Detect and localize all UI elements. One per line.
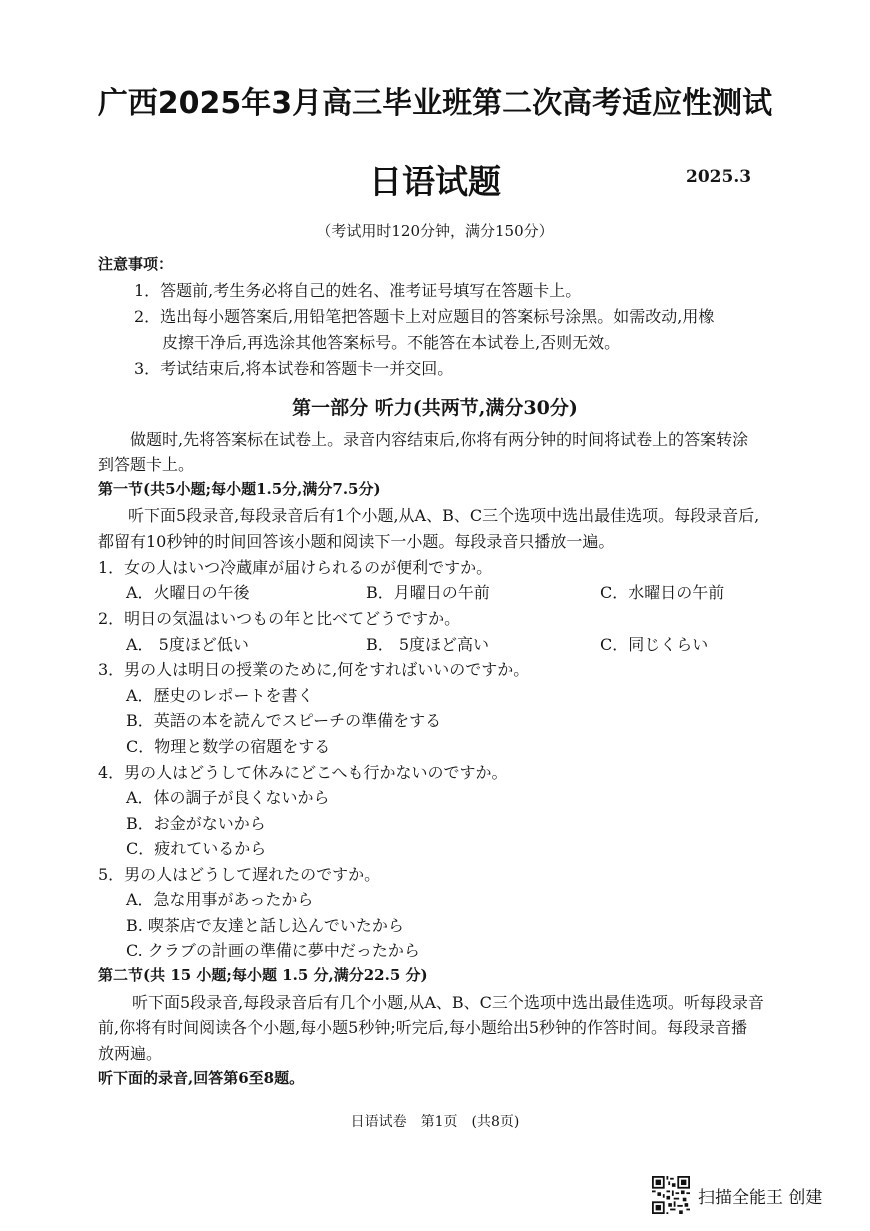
question-stem: 4．男の人はどうして休みにどこへも行かないのですか。 bbox=[98, 763, 508, 782]
answer-option: A．体の調子が良くないから bbox=[126, 788, 330, 807]
note-item: 3．考试结束后,将本试卷和答题卡一并交回。 bbox=[134, 359, 454, 378]
time-note: （考试用时120分钟，满分150分） bbox=[316, 222, 554, 240]
scanner-watermark bbox=[652, 1176, 822, 1214]
part-title: 第一部分 听力(共两节,满分30分) bbox=[292, 397, 578, 419]
notes-title: 注意事项： bbox=[98, 255, 174, 273]
answer-option: B. 喫茶店で友達と話し込んでいたから bbox=[126, 916, 404, 935]
note-item: 皮擦干净后,再选涂其他答案标号。不能答在本试卷上,否则无效。 bbox=[162, 333, 621, 352]
answer-option: C. クラブの計画の準備に夢中だったから bbox=[126, 941, 420, 960]
answer-option: C．物理と数学の宿題をする bbox=[126, 737, 331, 756]
note-item: 2．选出每小题答案后,用铅笔把答题卡上对应题目的答案标号涂黑。如需改动,用橡 bbox=[134, 307, 715, 326]
answer-option: A．急な用事があったから bbox=[126, 890, 314, 909]
answer-option: C．同じくらい bbox=[600, 635, 709, 654]
question-stem: 3．男の人は明日の授業のために,何をすればいいのですか。 bbox=[98, 660, 530, 679]
question-stem: 5．男の人はどうして遅れたのですか。 bbox=[98, 865, 381, 884]
subject-title: 日语试题 bbox=[369, 162, 501, 201]
section-instructions: 放两遍。 bbox=[98, 1044, 163, 1063]
section-instructions: 都留有10秒钟的时间回答该小题和阅读下一小题。每段录音只播放一遍。 bbox=[98, 532, 615, 551]
answer-option: A． 5度ほど低い bbox=[126, 635, 249, 654]
answer-option: B．月曜日の午前 bbox=[366, 583, 490, 602]
exam-date: 2025.3 bbox=[686, 167, 752, 187]
answer-option: A．歴史のレポートを書く bbox=[126, 686, 314, 705]
section-heading: 第一节(共5小题;每小题1.5分,满分7.5分) bbox=[98, 480, 381, 498]
answer-option: B． 5度ほど高い bbox=[366, 635, 490, 654]
section-instructions: 听下面5段录音,每段录音后有1个小题,从A、B、C三个选项中选出最佳选项。每段录音后, bbox=[128, 506, 760, 525]
answer-option: A．火曜日の午後 bbox=[126, 583, 250, 602]
answer-option: B．お金がないから bbox=[126, 814, 266, 833]
answer-option: C．水曜日の午前 bbox=[600, 583, 725, 602]
note-item: 1．答题前,考生务必将自己的姓名、准考证号填写在答题卡上。 bbox=[134, 281, 582, 300]
section-instructions: 前,你将有时间阅读各个小题,每小题5秒钟;听完后,每小题给出5秒钟的作答时间。每段录音播 bbox=[98, 1018, 748, 1037]
question-stem: 1．女の人はいつ冷蔵庫が届けられるのが便利ですか。 bbox=[98, 558, 493, 577]
part-intro: 做题时,先将答案标在试卷上。录音内容结束后,你将有两分钟的时间将试卷上的答案转涂 bbox=[130, 430, 749, 449]
question-stem: 2．明日の気温はいつもの年と比べてどうですか。 bbox=[98, 609, 461, 628]
page-footer: 日语试卷 第1页 (共8页) bbox=[350, 1114, 520, 1130]
section-instructions: 听下面5段录音,每段录音后有几个小题,从A、B、C三个选项中选出最佳选项。听每段录音 bbox=[132, 993, 764, 1012]
section-heading: 第二节(共 15 小题;每小题 1.5 分,满分22.5 分) bbox=[98, 966, 428, 984]
listen-note: 听下面的录音,回答第6至8题。 bbox=[98, 1069, 305, 1087]
answer-option: C．疲れているから bbox=[126, 839, 267, 858]
answer-option: B．英語の本を読んでスピーチの準備をする bbox=[126, 711, 442, 730]
qr-code-icon bbox=[652, 1176, 690, 1214]
part-intro: 到答题卡上。 bbox=[98, 455, 195, 474]
scanner-text: 扫描全能王 创建 bbox=[698, 1187, 823, 1208]
exam-title: 广西2025年3月高三毕业班第二次高考适应性测试 bbox=[97, 86, 773, 121]
